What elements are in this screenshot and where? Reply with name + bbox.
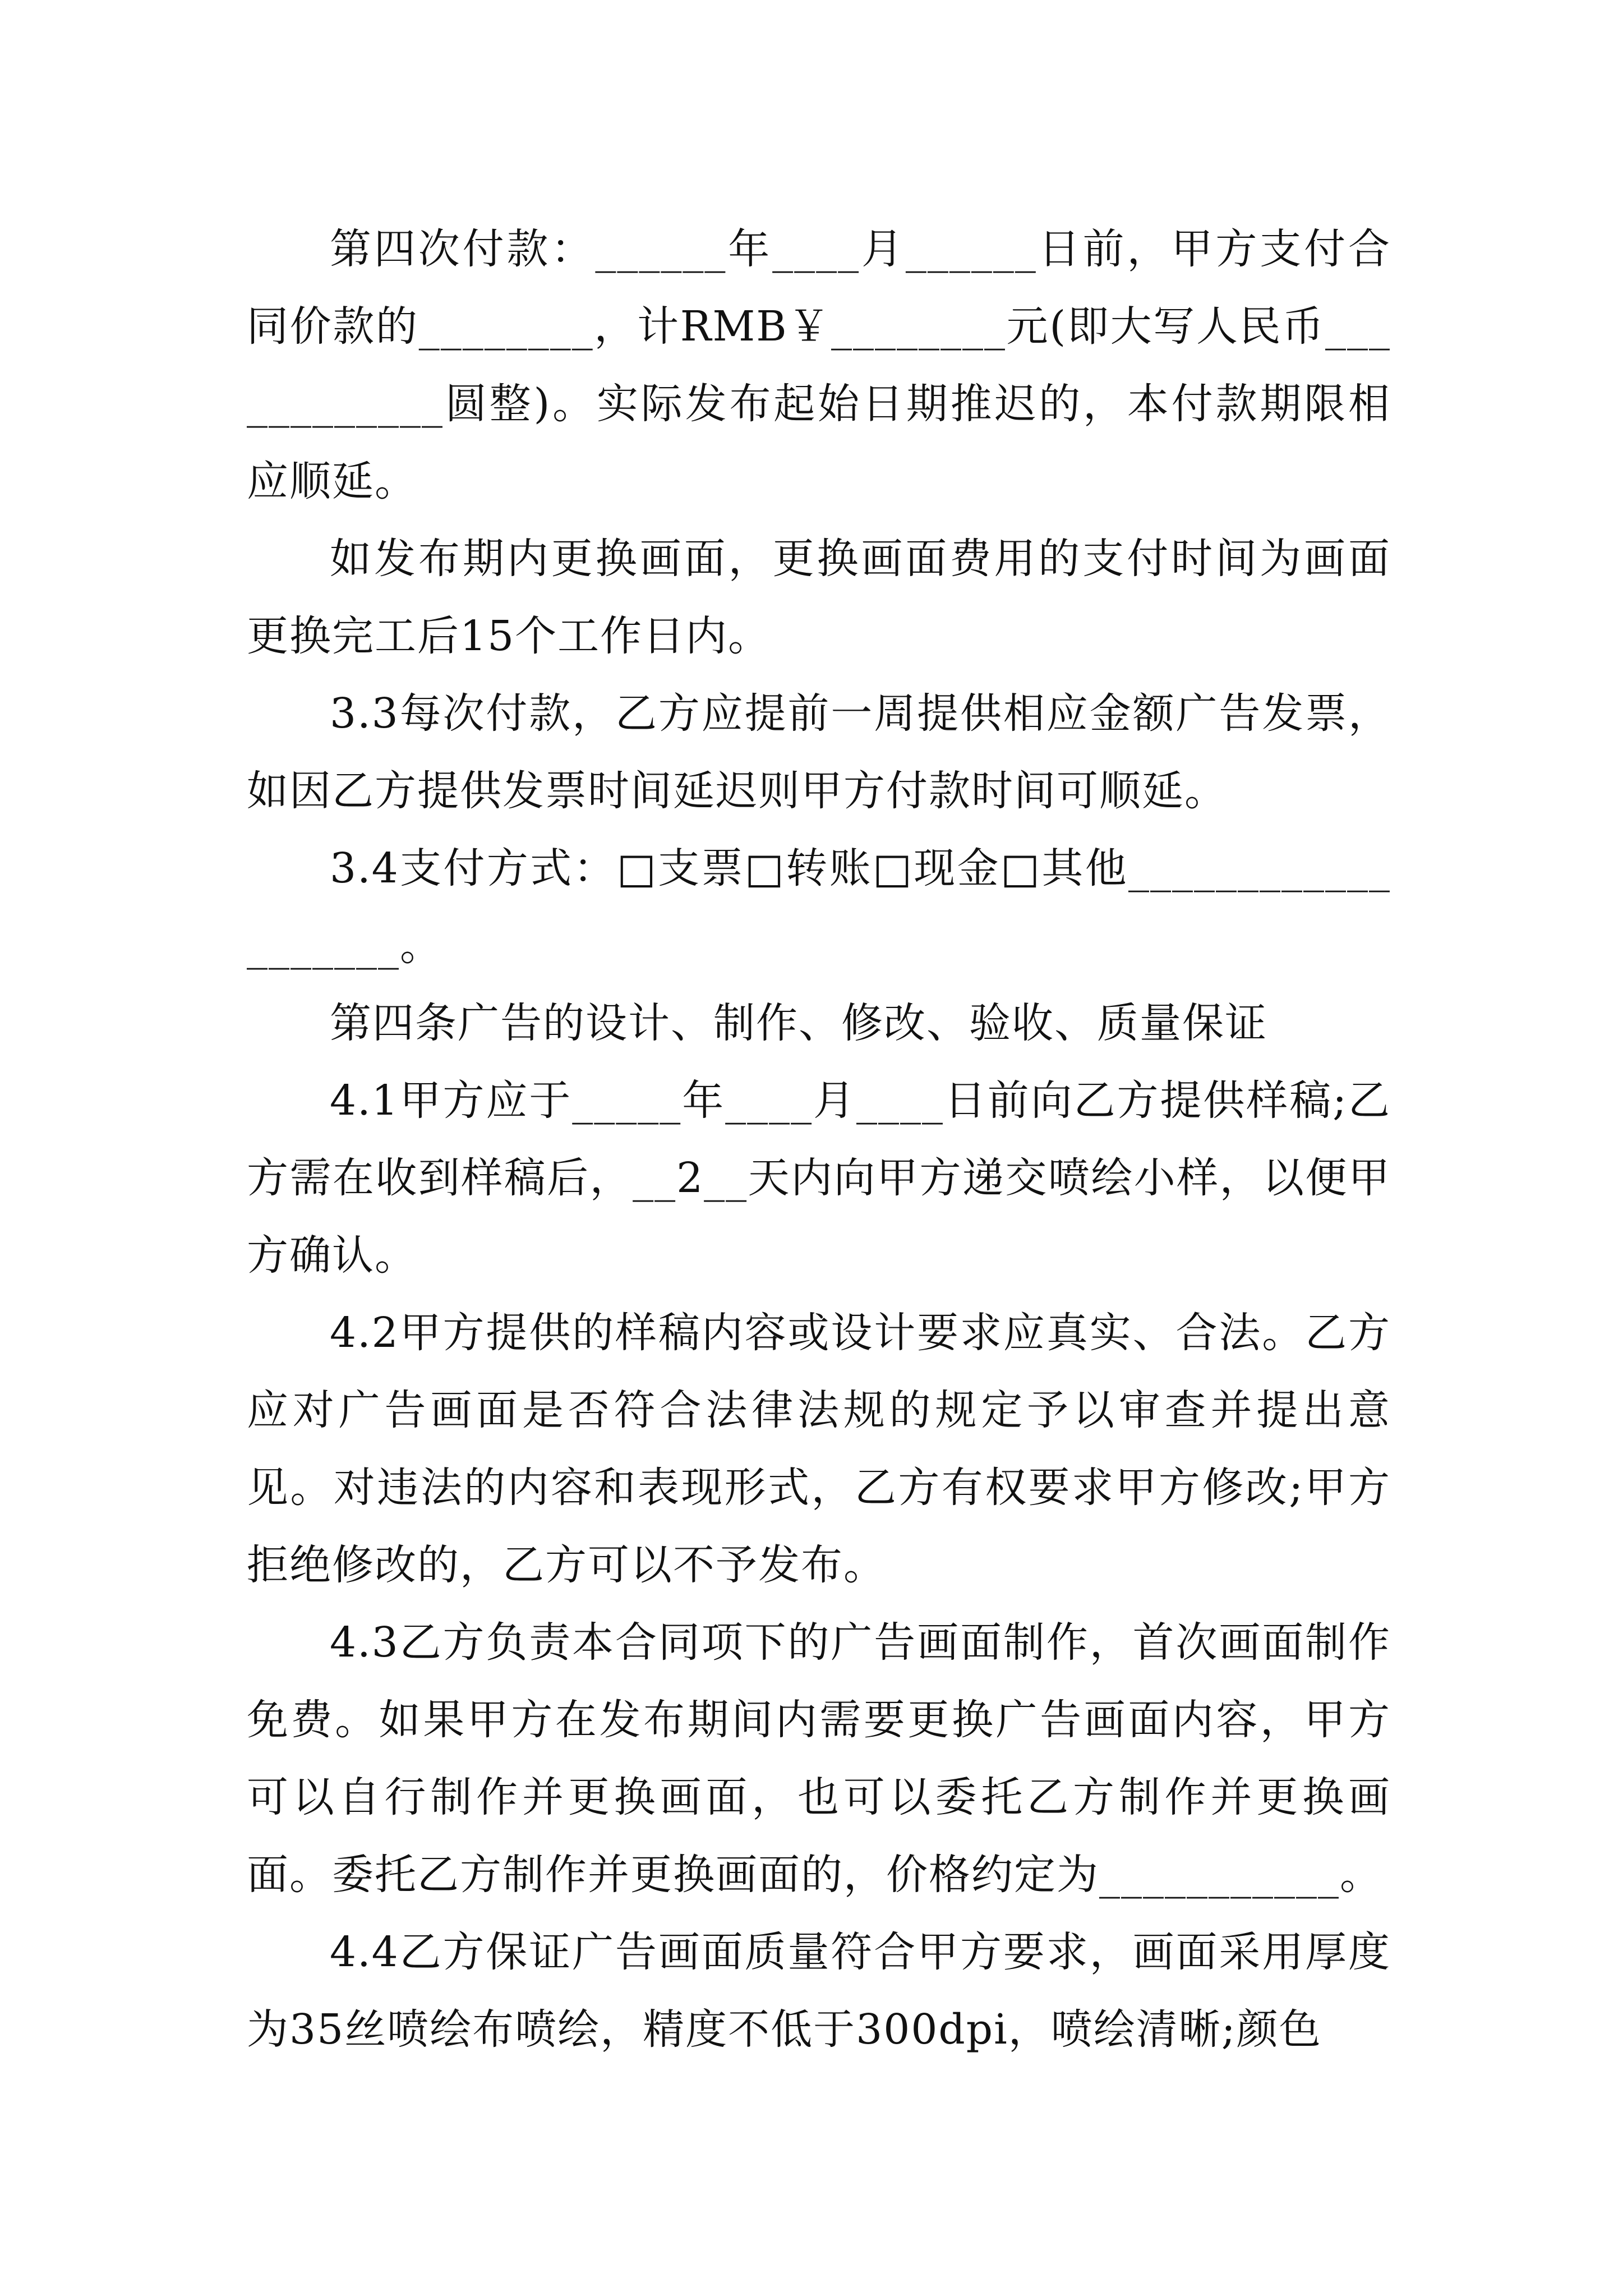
paragraph-4-3-production: 4.3乙方负责本合同项下的广告画面制作，首次画面制作免费。如果甲方在发布期间内需要更换广告画面内容，甲方可以自行制作并更换画面，也可以委托乙方制作并更换画面。委托乙方制作并更换画面的，价格约定为___________。 [247,1618,1391,1899]
paragraph-3-3-invoice: 3.3每次付款，乙方应提前一周提供相应金额广告发票，如因乙方提供发票时间延迟则甲方付款时间可顺延。 [247,689,1391,815]
paragraph-4-2-legality: 4.2甲方提供的样稿内容或设计要求应真实、合法。乙方应对广告画面是否符合法律法规的规定予以审查并提出意见。对违法的内容和表现形式，乙方有权要求甲方修改;甲方拒绝修改的，乙方可以不予发布。 [247,1309,1391,1589]
paragraph-3-4-payment-method: 3.4支付方式：□支票□转账□现金□其他___________________。 [247,844,1391,970]
paragraph-4-4-quality: 4.4乙方保证广告画面质量符合甲方要求，画面采用厚度为35丝喷绘布喷绘，精度不低于300dpi，喷绘清晰;颜色 [247,1928,1391,2054]
section-heading-article-4: 第四条广告的设计、制作、修改、验收、质量保证 [330,999,1267,1047]
paragraph-4-1-sample: 4.1甲方应于_____年____月____日前向乙方提供样稿;乙方需在收到样稿后，__2__天内向甲方递交喷绘小样，以便甲方确认。 [247,1076,1391,1280]
paragraph-fourth-payment: 第四次付款：______年____月______日前，甲方支付合同价款的________，计RMB￥________元(即大写人民币____________圆整)。实际发布起始日期推迟的，本付款期限相应顺延。 [247,225,1391,505]
document-body [247,210,1391,2068]
paragraph-replacement-payment: 如发布期内更换画面，更换画面费用的支付时间为画面更换完工后15个工作日内。 [247,535,1391,660]
